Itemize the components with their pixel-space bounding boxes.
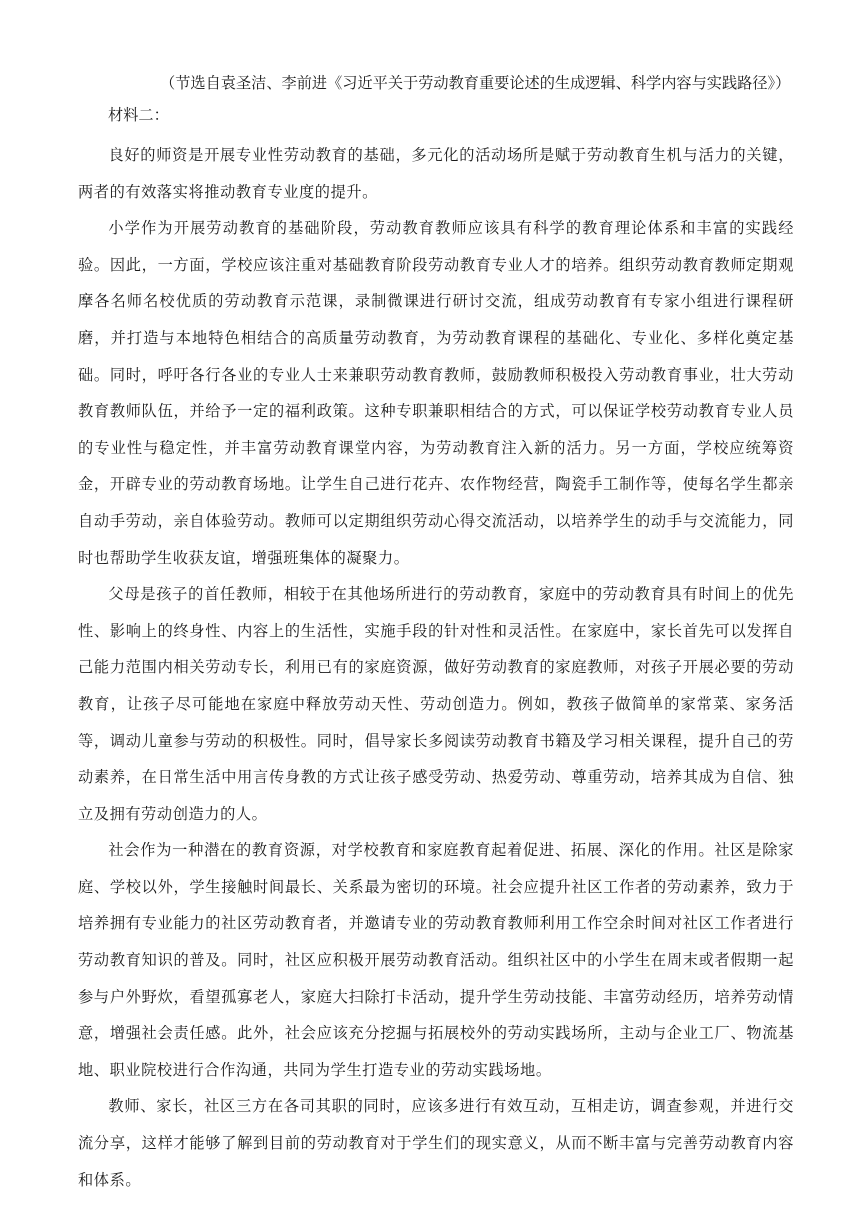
- body-text: [78, 137, 794, 1198]
- paragraph-3: 父母是孩子的首任教师，相较于在其他场所进行的劳动教育，家庭中的劳动教育具有时间上的优先性、影响上的终身性、内容上的生活性，实施手段的针对性和灵活性。在家庭中，家长首先可以发挥自己能力范围内相关劳动专长，利用已有的家庭资源，做好劳动教育的家庭教师，对孩子开展必要的劳动教育，让孩子尽可能地在家庭中释放劳动天性、劳动创造力。例如，教孩子做简单的家常菜、家务活等，调动儿童参与劳动的积极性。同时，倡导家长多阅读劳动教育书籍及学习相关课程，提升自己的劳动素养，在日常生活中用言传身教的方式让孩子感受劳动、热爱劳动、尊重劳动，培养其成为自信、独立及拥有劳动创造力的人。: [78, 585, 794, 823]
- source-citation: （节选自袁圣洁、李前进《习近平关于劳动教育重要论述的生成逻辑、科学内容与实践路径》）: [160, 74, 791, 92]
- paragraph-4: 社会作为一种潜在的教育资源，对学校教育和家庭教育起着促进、拓展、深化的作用。社区是除家庭、学校以外，学生接触时间最长、关系最为密切的环境。社会应提升社区工作者的劳动素养，致力于培养拥有专业能力的社区劳动教育者，并邀请专业的劳动教育教师利用工作空余时间对社区工作者进行劳动教育知识的普及。同时，社区应积极开展劳动教育活动。组织社区中的小学生在周末或者假期一起参与户外野炊，看望孤寡老人，家庭大扫除打卡活动，提升学生劳动技能、丰富劳动经历，培养劳动情意，增强社会责任感。此外，社会应该充分挖掘与拓展校外的劳动实践场所，主动与企业工厂、物流基地、职业院校进行合作沟通，共同为学生打造专业的劳动实践场地。: [78, 841, 794, 1079]
- paragraph-2: 小学作为开展劳动教育的基础阶段，劳动教育教师应该具有科学的教育理论体系和丰富的实践经验。因此，一方面，学校应该注重对基础教育阶段劳动教育专业人才的培养。组织劳动教育教师定期观摩各名师名校优质的劳动教育示范课，录制微课进行研讨交流，组成劳动教育有专家小组进行课程研磨，并打造与本地特色相结合的高质量劳动教育，为劳动教育课程的基础化、专业化、多样化奠定基础。同时，呼吁各行各业的专业人士来兼职劳动教育教师，鼓励教师积极投入劳动教育事业，壮大劳动教育教师队伍，并给予一定的福利政策。这种专职兼职相结合的方式，可以保证学校劳动教育专业人员的专业性与稳定性，并丰富劳动教育课堂内容，为劳动教育注入新的活力。另一方面，学校应统筹资金，开辟专业的劳动教育场地。让学生自己进行花卉、农作物经营，陶瓷手工制作等，使每名学生都亲自动手劳动，亲自体验劳动。教师可以定期组织劳动心得交流活动，以培养学生的动手与交流能力，同时也帮助学生收获友谊，增强班集体的凝聚力。: [78, 219, 794, 567]
- paragraph-1: 良好的师资是开展专业性劳动教育的基础，多元化的活动场所是赋于劳动教育生机与活力的关键，两者的有效落实将推动教育专业度的提升。: [78, 146, 794, 201]
- paragraph-5: 教师、家长，社区三方在各司其职的同时，应该多进行有效互动，互相走访，调查参观，并进行交流分享，这样才能够了解到目前的劳动教育对于学生们的现实意义，从而不断丰富与完善劳动教育内容和体系。: [78, 1097, 794, 1189]
- section-label: 材料二：: [108, 106, 169, 124]
